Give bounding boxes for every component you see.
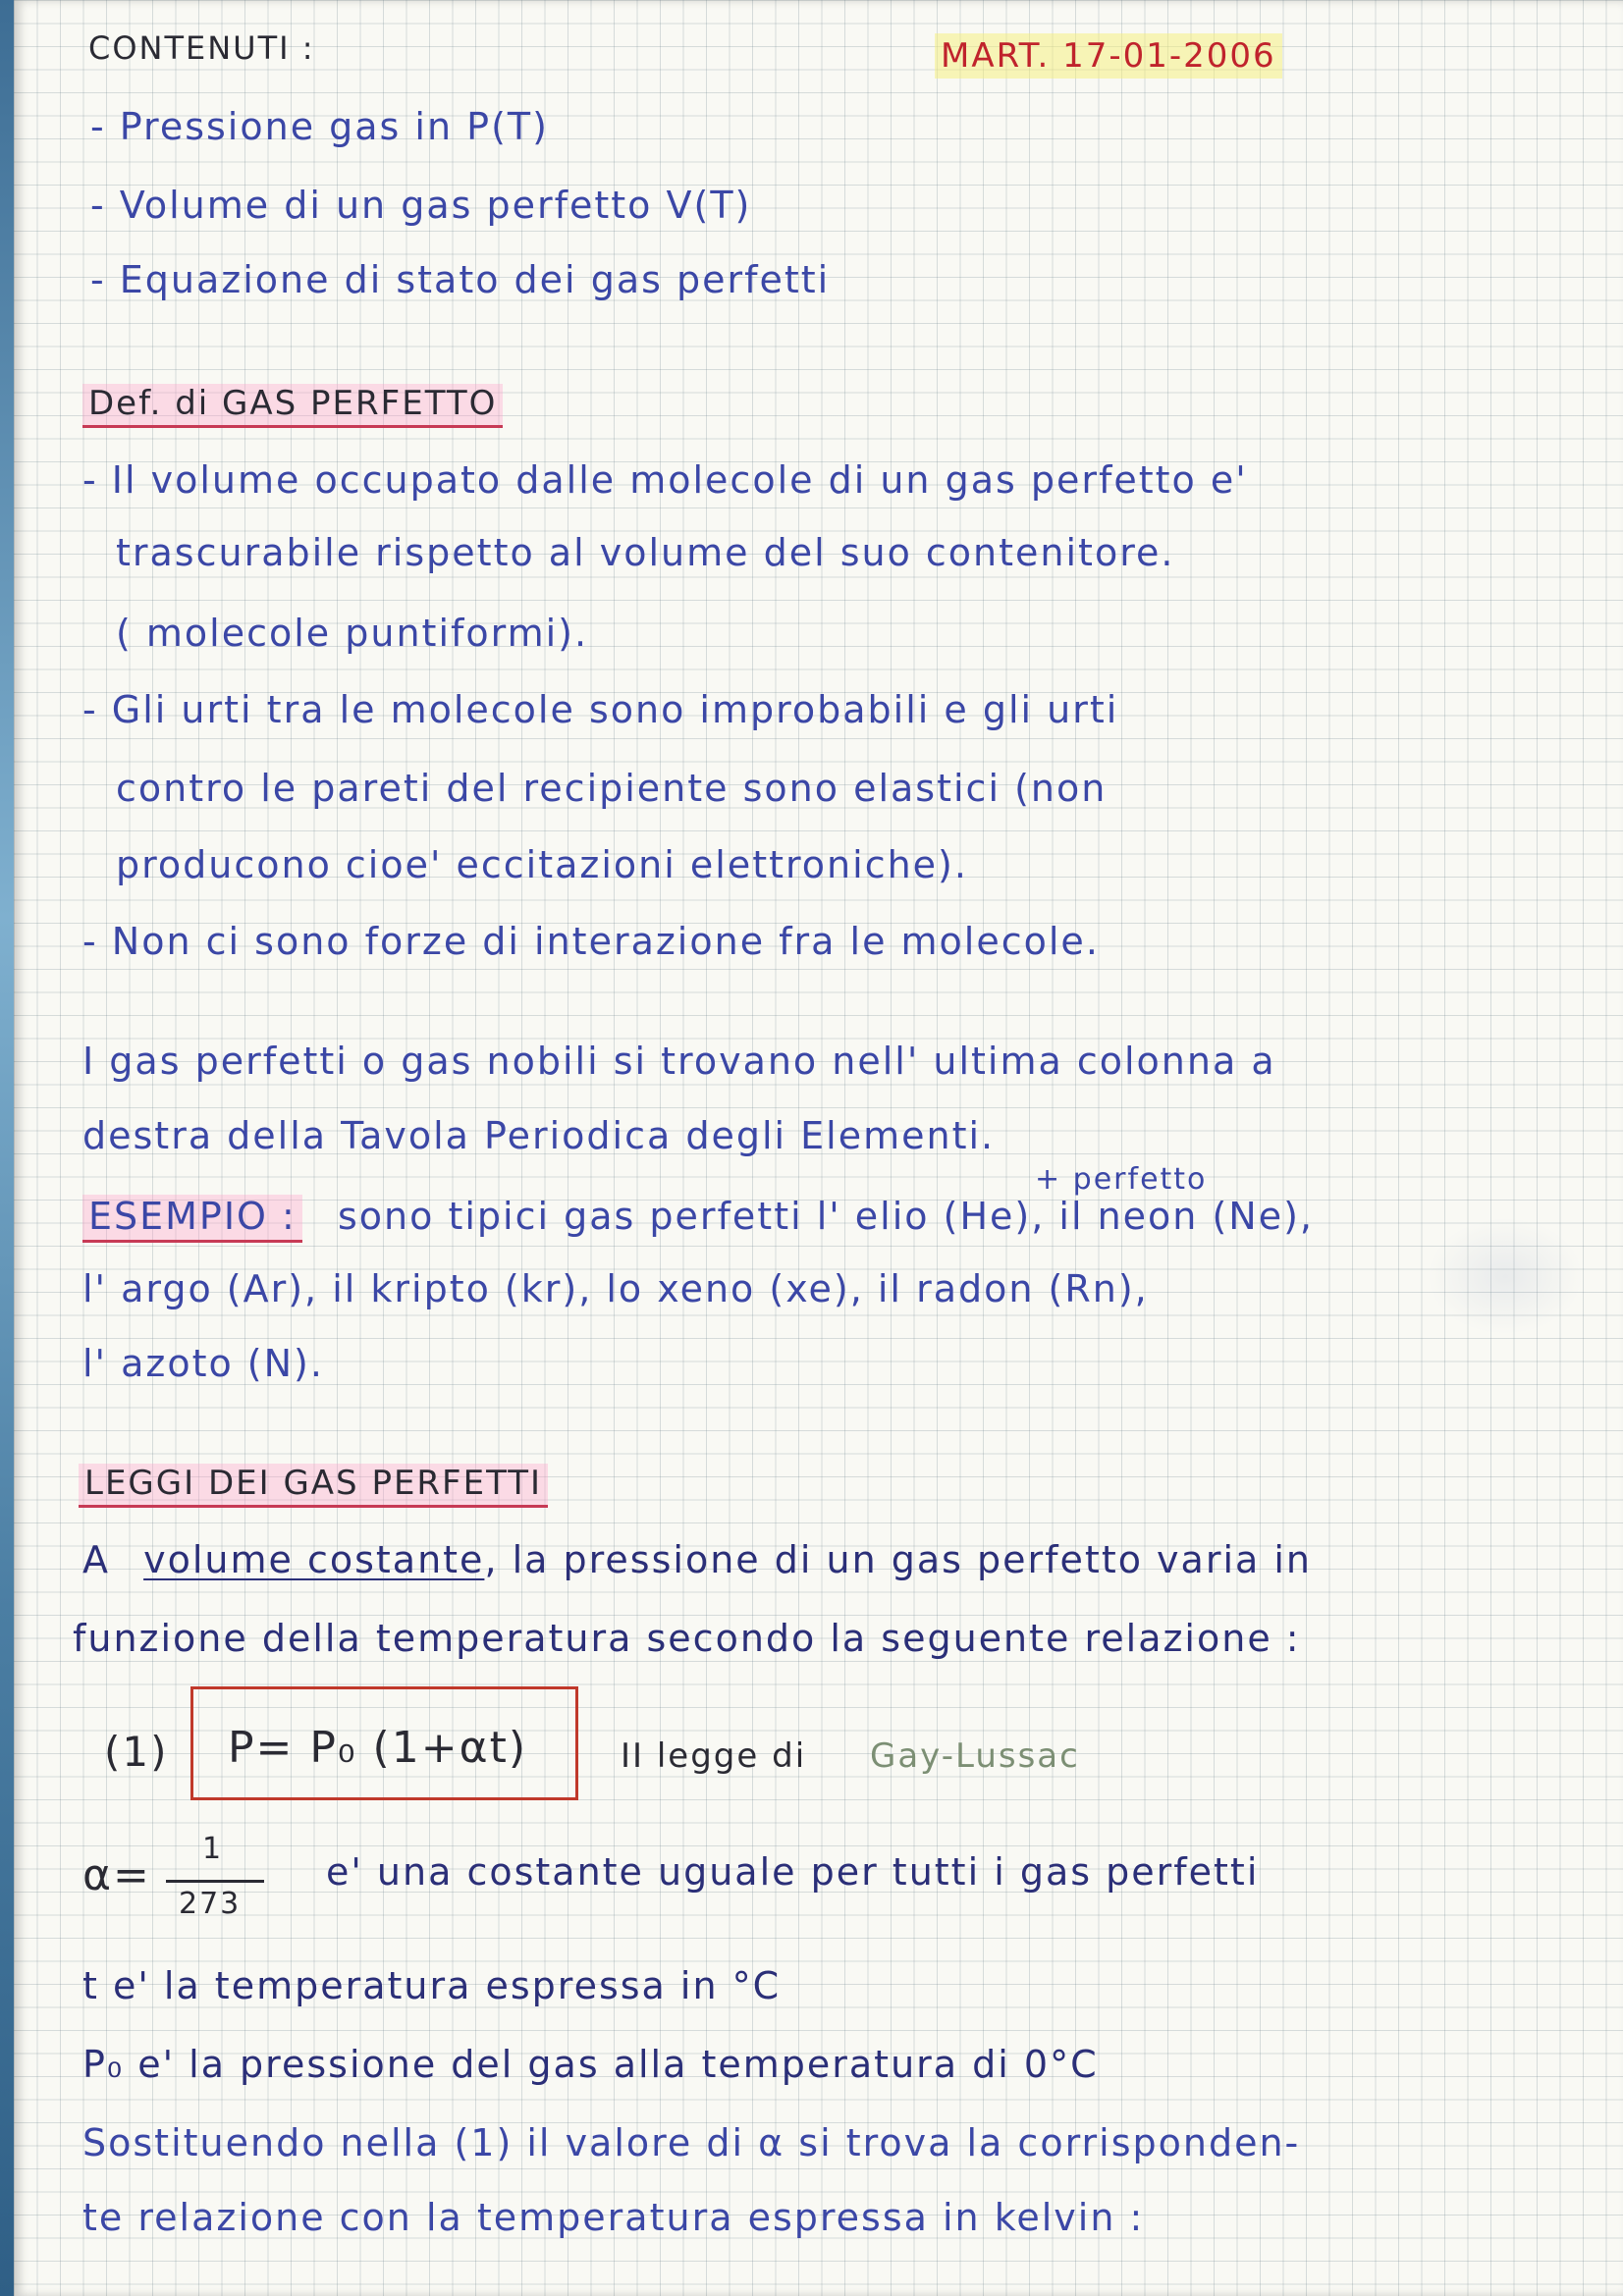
definition-line: - Non ci sono forze di interazione fra le molecole. xyxy=(82,920,1100,963)
law-name: Gay-Lussac xyxy=(870,1736,1080,1776)
noble-line: destra della Tavola Periodica degli Elementi. xyxy=(82,1114,996,1157)
laws-heading: LEGGI DEI GAS PERFETTI xyxy=(79,1464,548,1508)
t-definition: t e' la temperatura espressa in °C xyxy=(82,1964,782,2007)
example-line: sono tipici gas perfetti l' elio (He), il neon (Ne), xyxy=(338,1195,1314,1238)
definition-line: - Gli urti tra le molecole sono improbabili e gli urti xyxy=(82,688,1119,731)
contents-item: - Pressione gas in P(T) xyxy=(90,105,549,148)
formula-number: (1) xyxy=(104,1728,169,1776)
alpha-lhs: α= xyxy=(82,1850,151,1900)
date-label: MART. 17-01-2006 xyxy=(935,33,1282,79)
definition-line: contro le pareti del recipiente sono elastici (non xyxy=(116,767,1108,810)
definition-line: - Il volume occupato dalle molecole di un gas perfetto e' xyxy=(82,458,1248,502)
laws-intro-rest: , la pressione di un gas perfetto varia in xyxy=(484,1538,1313,1581)
alpha-description: e' una costante uguale per tutti i gas perfetti xyxy=(326,1850,1260,1894)
example-line: l' argo (Ar), il kripto (kr), lo xeno (xe), il radon (Rn), xyxy=(82,1267,1149,1310)
margin-annotation: + perfetto xyxy=(1035,1162,1208,1197)
alpha-denominator: 273 xyxy=(179,1887,242,1921)
notebook-page xyxy=(14,0,1623,2296)
page-smudge xyxy=(1427,1217,1584,1335)
contents-item: - Volume di un gas perfetto V(T) xyxy=(90,184,752,227)
laws-intro-underlined: volume costante xyxy=(143,1538,485,1581)
laws-intro-prefix: A xyxy=(82,1538,110,1581)
substitution-line: Sostituendo nella (1) il valore di α si trova la corrisponden- xyxy=(82,2121,1301,2164)
law-label: II legge di xyxy=(621,1736,807,1776)
definition-line: producono cioe' eccitazioni elettroniche). xyxy=(116,843,968,886)
p0-definition: P₀ e' la pressione del gas alla temperatura di 0°C xyxy=(82,2043,1099,2086)
contents-title: CONTENUTI : xyxy=(88,29,315,67)
noble-line: I gas perfetti o gas nobili si trovano nell' ultima colonna a xyxy=(82,1040,1276,1083)
substitution-line: te relazione con la temperatura espressa in kelvin : xyxy=(82,2196,1145,2239)
fraction-bar xyxy=(166,1880,264,1883)
formula: P= P₀ (1+αt) xyxy=(228,1723,527,1773)
definition-line: ( molecole puntiformi). xyxy=(116,612,589,655)
contents-item: - Equazione di stato dei gas perfetti xyxy=(90,258,831,301)
example-line: l' azoto (N). xyxy=(82,1342,324,1385)
definition-heading: Def. di GAS PERFETTO xyxy=(82,384,503,428)
example-label: ESEMPIO : xyxy=(82,1195,302,1243)
alpha-numerator: 1 xyxy=(202,1832,224,1866)
laws-intro-line2: funzione della temperatura secondo la seguente relazione : xyxy=(73,1617,1301,1660)
definition-line: trascurabile rispetto al volume del suo contenitore. xyxy=(116,531,1175,574)
